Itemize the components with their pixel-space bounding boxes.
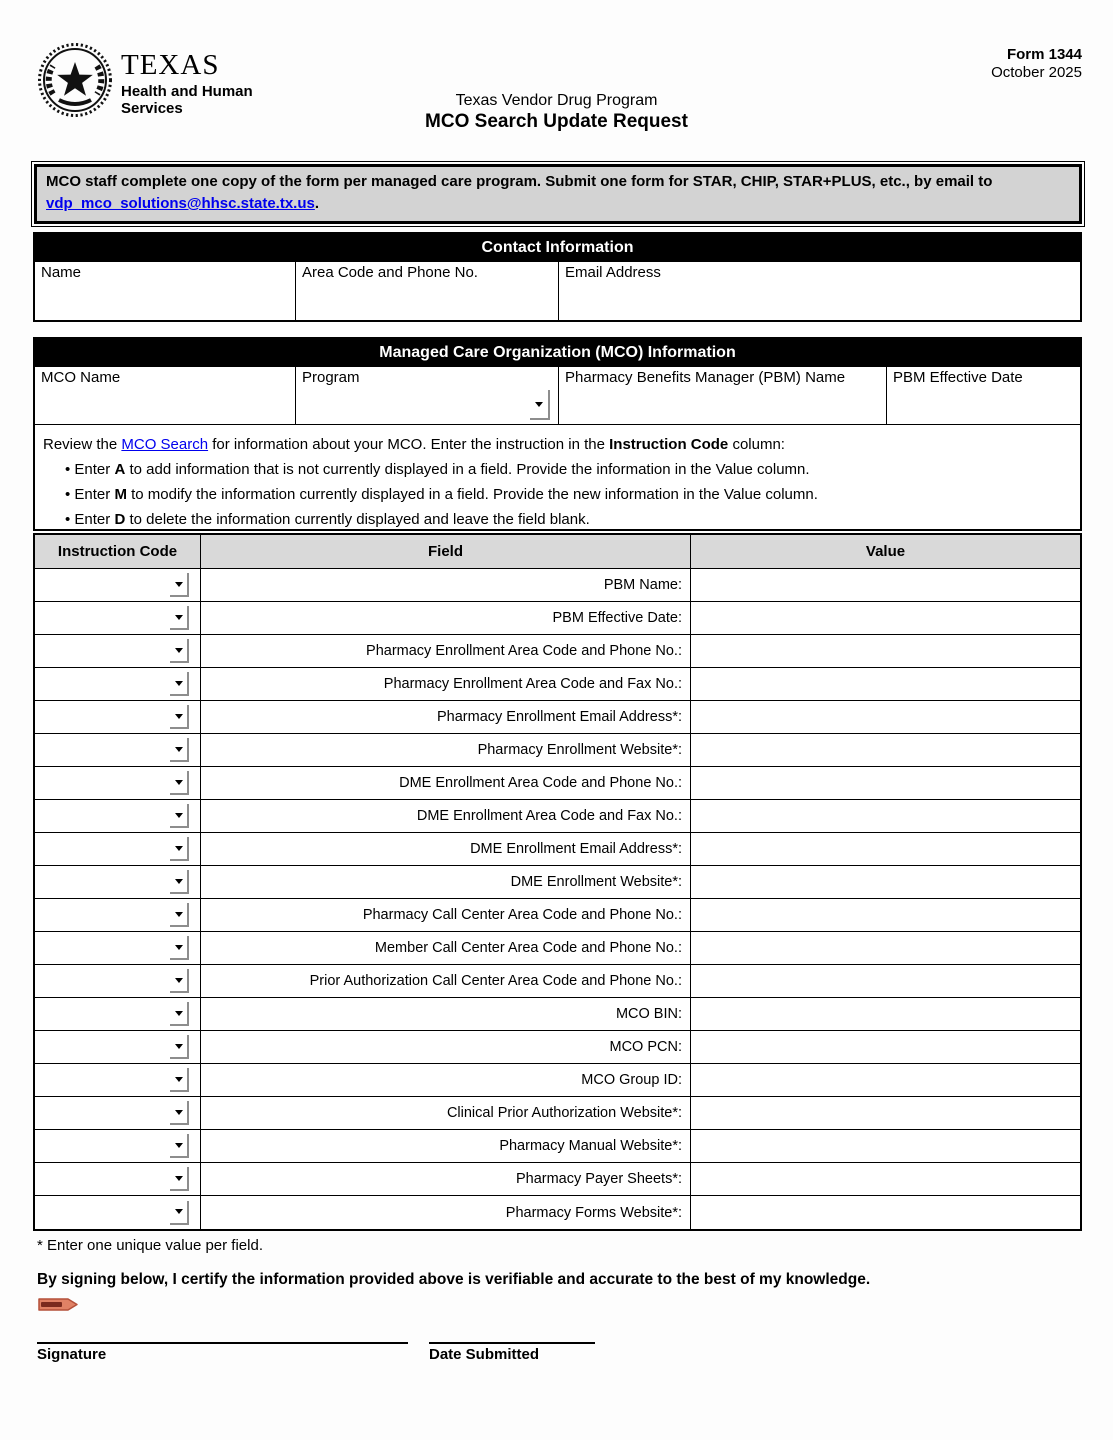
value-input-cell[interactable] bbox=[691, 569, 1080, 601]
logo-hhs-line1: Health and Human bbox=[121, 83, 253, 100]
mco-name-label: MCO Name bbox=[41, 369, 121, 386]
instruction-code-cell bbox=[35, 1130, 201, 1162]
field-label: MCO BIN: bbox=[201, 998, 691, 1030]
chevron-down-icon bbox=[175, 1011, 183, 1016]
submission-instructions bbox=[34, 164, 1082, 224]
value-input-cell[interactable] bbox=[691, 800, 1080, 832]
instruction-code-cell bbox=[35, 866, 201, 898]
program-title: Texas Vendor Drug Program bbox=[455, 92, 658, 109]
review-instructions bbox=[35, 425, 1080, 529]
certification-statement: By signing below, I certify the information provided above is verifiable and accurate to the best of my knowledge. bbox=[37, 1271, 871, 1288]
table-row bbox=[35, 1196, 1080, 1229]
table-row bbox=[35, 635, 1080, 668]
instruction-code-cell bbox=[35, 767, 201, 799]
pbm-name-field[interactable] bbox=[559, 367, 887, 425]
footnote: * Enter one unique value per field. bbox=[37, 1237, 263, 1254]
mco-name-field[interactable] bbox=[35, 367, 296, 425]
field-label: Pharmacy Enrollment Area Code and Phone No.: bbox=[201, 635, 691, 667]
field-label: PBM Effective Date: bbox=[201, 602, 691, 634]
table-row bbox=[35, 701, 1080, 734]
instruction-code-dropdown[interactable] bbox=[170, 936, 189, 960]
table-row bbox=[35, 734, 1080, 767]
instruction-code-cell bbox=[35, 569, 201, 601]
chevron-down-icon bbox=[175, 681, 183, 686]
date-submitted-line[interactable] bbox=[429, 1342, 595, 1363]
chevron-down-icon bbox=[175, 747, 183, 752]
instruction-code-dropdown[interactable] bbox=[170, 1002, 189, 1026]
field-label: Pharmacy Enrollment Website*: bbox=[201, 734, 691, 766]
logo-texas-text: TEXAS bbox=[121, 49, 220, 81]
program-dropdown[interactable] bbox=[530, 390, 550, 420]
instruction-code-dropdown[interactable] bbox=[170, 804, 189, 828]
value-input-cell[interactable] bbox=[691, 1130, 1080, 1162]
logo-hhs-line2: Services bbox=[121, 100, 183, 117]
value-input-cell[interactable] bbox=[691, 1163, 1080, 1195]
table-row bbox=[35, 932, 1080, 965]
table-row bbox=[35, 602, 1080, 635]
table-row bbox=[35, 866, 1080, 899]
instruction-code-dropdown[interactable] bbox=[170, 771, 189, 795]
chevron-down-icon bbox=[175, 1209, 183, 1214]
value-input-cell[interactable] bbox=[691, 1064, 1080, 1096]
value-input-cell[interactable] bbox=[691, 899, 1080, 931]
chevron-down-icon bbox=[175, 714, 183, 719]
value-input-cell[interactable] bbox=[691, 635, 1080, 667]
header-field: Field bbox=[201, 535, 691, 568]
instruction-code-cell bbox=[35, 1196, 201, 1229]
instruction-code-dropdown[interactable] bbox=[170, 606, 189, 630]
table-row bbox=[35, 1163, 1080, 1196]
instruction-code-cell bbox=[35, 899, 201, 931]
field-label: Pharmacy Payer Sheets*: bbox=[201, 1163, 691, 1195]
bullet-modify: • Enter M to modify the information currently displayed in a field. Provide the new information in the Value column. bbox=[43, 482, 1072, 507]
chevron-down-icon bbox=[175, 846, 183, 851]
table-header-row bbox=[35, 535, 1080, 569]
mco-section-header: Managed Care Organization (MCO) Information bbox=[35, 339, 1080, 367]
table-row bbox=[35, 965, 1080, 998]
field-label: Pharmacy Forms Website*: bbox=[201, 1196, 691, 1229]
field-label: DME Enrollment Email Address*: bbox=[201, 833, 691, 865]
sign-here-tag-icon[interactable] bbox=[37, 1297, 79, 1312]
instruction-code-cell bbox=[35, 800, 201, 832]
header-instruction-code: Instruction Code bbox=[35, 535, 201, 568]
field-label: DME Enrollment Website*: bbox=[201, 866, 691, 898]
instruction-code-cell bbox=[35, 701, 201, 733]
contact-email-label: Email Address bbox=[565, 264, 661, 281]
program-field bbox=[296, 367, 559, 425]
contact-phone-field[interactable] bbox=[296, 262, 559, 320]
date-submitted-label: Date Submitted bbox=[429, 1346, 540, 1363]
signature-line[interactable] bbox=[37, 1342, 408, 1363]
instruction-code-cell bbox=[35, 965, 201, 997]
instruction-code-cell bbox=[35, 932, 201, 964]
instruction-code-cell bbox=[35, 635, 201, 667]
instruction-code-cell bbox=[35, 1097, 201, 1129]
field-label: Pharmacy Enrollment Area Code and Fax No.: bbox=[201, 668, 691, 700]
chevron-down-icon bbox=[175, 1077, 183, 1082]
signature-label: Signature bbox=[37, 1346, 107, 1363]
instructions-text-end: . bbox=[314, 195, 320, 212]
table-row bbox=[35, 767, 1080, 800]
instruction-code-cell bbox=[35, 602, 201, 634]
program-label: Program bbox=[302, 369, 360, 386]
value-input-cell[interactable] bbox=[691, 767, 1080, 799]
table-row bbox=[35, 569, 1080, 602]
instruction-code-dropdown[interactable] bbox=[170, 870, 189, 894]
review-intro: Review the MCO Search for information about your MCO. Enter the instruction in the Instruction Code column: bbox=[43, 436, 785, 453]
instruction-code-cell bbox=[35, 734, 201, 766]
field-label: DME Enrollment Area Code and Phone No.: bbox=[201, 767, 691, 799]
table-row bbox=[35, 1064, 1080, 1097]
table-row bbox=[35, 1031, 1080, 1064]
instruction-code-cell bbox=[35, 833, 201, 865]
instruction-code-dropdown[interactable] bbox=[170, 1035, 189, 1059]
pbm-name-label: Pharmacy Benefits Manager (PBM) Name bbox=[565, 369, 846, 386]
field-label: Member Call Center Area Code and Phone No.: bbox=[201, 932, 691, 964]
table-row bbox=[35, 833, 1080, 866]
instruction-code-dropdown[interactable] bbox=[170, 1134, 189, 1158]
table-row bbox=[35, 1130, 1080, 1163]
chevron-down-icon bbox=[175, 615, 183, 620]
bullet-add: • Enter A to add information that is not currently displayed in a field. Provide the information in the Value column. bbox=[43, 457, 1072, 482]
table-row bbox=[35, 800, 1080, 833]
form-number: Form 1344 bbox=[1006, 46, 1082, 63]
table-row bbox=[35, 899, 1080, 932]
field-label: Pharmacy Enrollment Email Address*: bbox=[201, 701, 691, 733]
value-input-cell[interactable] bbox=[691, 965, 1080, 997]
pbm-effective-date-field[interactable] bbox=[887, 367, 1080, 425]
chevron-down-icon bbox=[175, 945, 183, 950]
chevron-down-icon bbox=[175, 582, 183, 587]
contact-information-table bbox=[33, 232, 1082, 322]
value-input-cell[interactable] bbox=[691, 866, 1080, 898]
chevron-down-icon bbox=[175, 1044, 183, 1049]
instruction-code-cell bbox=[35, 668, 201, 700]
contact-phone-label: Area Code and Phone No. bbox=[302, 264, 478, 281]
value-input-cell[interactable] bbox=[691, 998, 1080, 1030]
field-label: Prior Authorization Call Center Area Code and Phone No.: bbox=[201, 965, 691, 997]
value-input-cell[interactable] bbox=[691, 668, 1080, 700]
table-row bbox=[35, 1097, 1080, 1130]
instructions-text: MCO staff complete one copy of the form per managed care program. Submit one form for STAR, CHIP, STAR+PLUS, etc., by email to bbox=[46, 173, 993, 190]
field-label: Pharmacy Call Center Area Code and Phone No.: bbox=[201, 899, 691, 931]
field-label: Clinical Prior Authorization Website*: bbox=[201, 1097, 691, 1129]
instruction-code-dropdown[interactable] bbox=[170, 672, 189, 696]
form-date: October 2025 bbox=[991, 64, 1082, 81]
field-label: MCO Group ID: bbox=[201, 1064, 691, 1096]
instruction-code-cell bbox=[35, 998, 201, 1030]
chevron-down-icon bbox=[175, 912, 183, 917]
instruction-code-dropdown[interactable] bbox=[170, 573, 189, 597]
instruction-code-dropdown[interactable] bbox=[170, 1068, 189, 1092]
value-input-cell[interactable] bbox=[691, 734, 1080, 766]
instruction-code-dropdown[interactable] bbox=[170, 903, 189, 927]
chevron-down-icon bbox=[175, 1143, 183, 1148]
field-label: DME Enrollment Area Code and Fax No.: bbox=[201, 800, 691, 832]
field-label: MCO PCN: bbox=[201, 1031, 691, 1063]
chevron-down-icon bbox=[535, 402, 543, 407]
page-title: MCO Search Update Request bbox=[425, 111, 688, 132]
mco-information-table bbox=[33, 337, 1082, 531]
value-input-cell[interactable] bbox=[691, 1097, 1080, 1129]
value-input-cell[interactable] bbox=[691, 833, 1080, 865]
contact-name-field[interactable] bbox=[35, 262, 296, 320]
instruction-code-dropdown[interactable] bbox=[170, 1167, 189, 1191]
value-input-cell[interactable] bbox=[691, 1196, 1080, 1229]
field-label: Pharmacy Manual Website*: bbox=[201, 1130, 691, 1162]
submission-email-link[interactable]: vdp_mco_solutions@hhsc.state.tx.us bbox=[46, 195, 315, 212]
instruction-code-dropdown[interactable] bbox=[170, 738, 189, 762]
chevron-down-icon bbox=[175, 1110, 183, 1115]
chevron-down-icon bbox=[175, 813, 183, 818]
chevron-down-icon bbox=[175, 780, 183, 785]
chevron-down-icon bbox=[175, 1176, 183, 1181]
contact-section-header: Contact Information bbox=[35, 234, 1080, 262]
instruction-code-dropdown[interactable] bbox=[170, 639, 189, 663]
update-request-table bbox=[33, 533, 1082, 1231]
contact-email-field[interactable] bbox=[559, 262, 1080, 320]
contact-name-label: Name bbox=[41, 264, 82, 281]
instruction-code-dropdown[interactable] bbox=[170, 837, 189, 861]
instruction-code-dropdown[interactable] bbox=[170, 1201, 189, 1225]
table-row bbox=[35, 998, 1080, 1031]
instruction-code-cell bbox=[35, 1064, 201, 1096]
instruction-code-dropdown[interactable] bbox=[170, 1101, 189, 1125]
chevron-down-icon bbox=[175, 879, 183, 884]
instruction-code-dropdown[interactable] bbox=[170, 705, 189, 729]
value-input-cell[interactable] bbox=[691, 1031, 1080, 1063]
instruction-code-dropdown[interactable] bbox=[170, 969, 189, 993]
table-row bbox=[35, 668, 1080, 701]
pbm-date-label: PBM Effective Date bbox=[893, 369, 1023, 386]
bullet-delete: • Enter D to delete the information currently displayed and leave the field blank. bbox=[43, 507, 1072, 529]
field-label: PBM Name: bbox=[201, 569, 691, 601]
value-input-cell[interactable] bbox=[691, 932, 1080, 964]
chevron-down-icon bbox=[175, 978, 183, 983]
value-input-cell[interactable] bbox=[691, 701, 1080, 733]
instruction-code-cell bbox=[35, 1163, 201, 1195]
header-value: Value bbox=[865, 543, 906, 560]
instruction-code-cell bbox=[35, 1031, 201, 1063]
chevron-down-icon bbox=[175, 648, 183, 653]
value-input-cell[interactable] bbox=[691, 602, 1080, 634]
mco-search-link[interactable]: MCO Search bbox=[121, 436, 209, 453]
